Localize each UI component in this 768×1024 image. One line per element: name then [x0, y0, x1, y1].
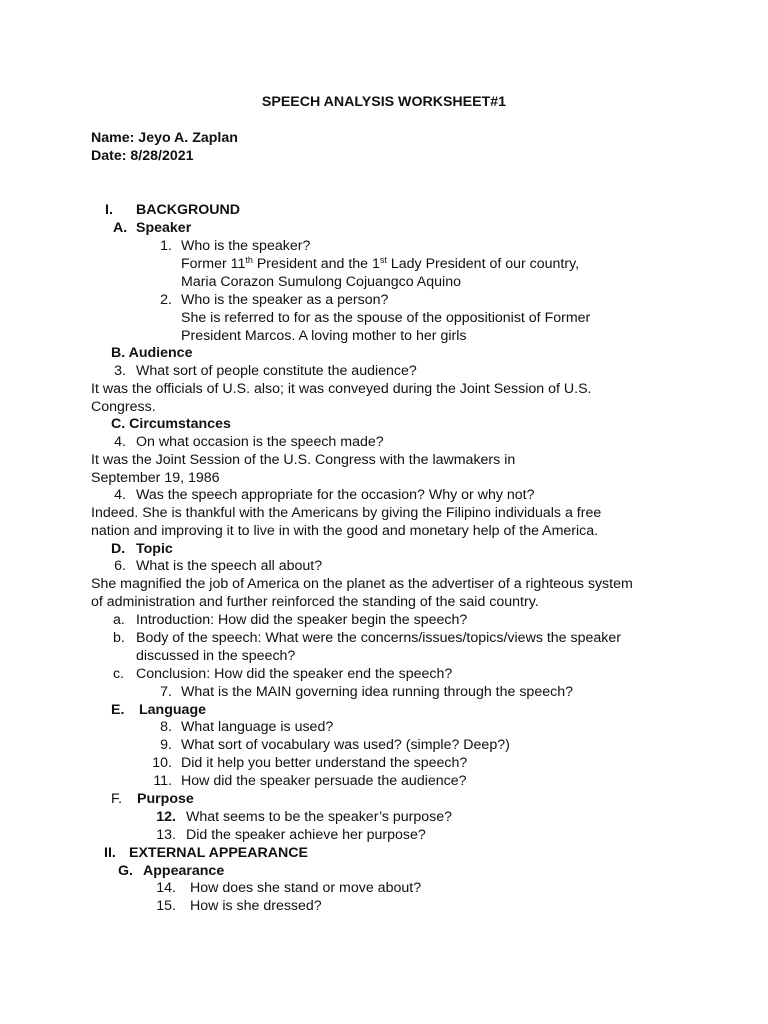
sub-item-c-letter: c.	[113, 666, 125, 682]
page-title: SPEECH ANALYSIS WORKSHEET#1	[261, 94, 507, 110]
subsection-e-label: Language	[139, 702, 207, 718]
question-4-text: On what occasion is the speech made?	[136, 434, 384, 450]
sub-item-b-text: Body of the speech: What were the concerns/issues/topics/views the speaker	[136, 630, 621, 646]
worksheet-date: Date: 8/28/2021	[91, 148, 194, 164]
question-15-text: How is she dressed?	[190, 898, 322, 914]
section-1-heading: BACKGROUND	[136, 202, 241, 218]
sub-item-b-text-2: discussed in the speech?	[136, 648, 296, 664]
question-10-text: Did it help you better understand the speech?	[181, 755, 468, 771]
answer-2-line-2: President Marcos. A loving mother to her girls	[181, 328, 467, 344]
question-8-text: What language is used?	[181, 719, 334, 735]
question-11-text: How did the speaker persuade the audience?	[181, 773, 467, 789]
answer-6-line-2: of administration and further reinforced the standing of the said country.	[91, 594, 539, 610]
question-14-text: How does she stand or move about?	[190, 880, 422, 896]
sub-item-a-letter: a.	[113, 612, 125, 628]
answer-3-line-1: It was the officials of U.S. also; it was conveyed during the Joint Session of U.S.	[91, 381, 592, 397]
answer-2-line-1: She is referred to for as the spouse of the oppositionist of Former	[181, 310, 591, 326]
subsection-a-label: Speaker	[136, 220, 192, 236]
subsection-a-letter: A.	[113, 220, 128, 236]
section-2-heading: EXTERNAL APPEARANCE	[129, 845, 308, 861]
subsection-c-label: C. Circumstances	[111, 416, 231, 432]
question-2-text: Who is the speaker as a person?	[181, 292, 389, 308]
question-11-number: 11.	[153, 773, 172, 789]
subsection-g-label: Appearance	[143, 863, 225, 879]
subsection-f-letter: F.	[111, 791, 123, 807]
question-1-number: 1.	[160, 238, 172, 254]
question-12-text: What seems to be the speaker’s purpose?	[186, 809, 453, 825]
question-9-number: 9.	[160, 737, 172, 753]
answer-4b-line-1: Indeed. She is thankful with the Americans by giving the Filipino individuals a free	[91, 505, 602, 521]
question-14-number: 14.	[156, 880, 176, 896]
section-1-number: I.	[105, 202, 113, 218]
answer-1-line-2: Maria Corazon Sumulong Cojuangco Aquino	[181, 274, 461, 290]
question-10-number: 10.	[152, 755, 172, 771]
sub-item-c-text: Conclusion: How did the speaker end the speech?	[136, 666, 453, 682]
question-13-text: Did the speaker achieve her purpose?	[186, 827, 426, 843]
question-6-text: What is the speech all about?	[136, 558, 323, 574]
question-12-number: 12.	[156, 809, 176, 825]
answer-3-line-2: Congress.	[91, 399, 156, 415]
subsection-d-label: Topic	[136, 541, 173, 557]
question-13-number: 13.	[156, 827, 176, 843]
student-name: Name: Jeyo A. Zaplan	[91, 130, 238, 146]
subsection-d-letter: D.	[111, 541, 126, 557]
answer-1-line-1: Former 11th President and the 1st Lady President of our country,	[181, 255, 580, 272]
question-15-number: 15.	[156, 898, 176, 914]
question-4-number: 4.	[114, 434, 126, 450]
subsection-f-label: Purpose	[137, 791, 194, 807]
answer-4-line-2: September 19, 1986	[91, 470, 220, 486]
answer-4b-line-2: nation and improving it to live in with the good and monetary help of the America.	[91, 523, 599, 539]
question-3-number: 3.	[114, 363, 126, 379]
subsection-e-letter: E.	[111, 702, 125, 718]
question-6-number: 6.	[114, 558, 126, 574]
section-2-number: II.	[104, 845, 116, 861]
question-1-text: Who is the speaker?	[181, 238, 311, 254]
question-4b-text: Was the speech appropriate for the occasion? Why or why not?	[136, 487, 535, 503]
question-7-number: 7.	[160, 684, 172, 700]
question-4b-number: 4.	[114, 487, 126, 503]
subsection-b-label: B. Audience	[111, 345, 193, 361]
sub-item-b-letter: b.	[113, 630, 125, 646]
question-9-text: What sort of vocabulary was used? (simple? Deep?)	[181, 737, 510, 753]
answer-4-line-1: It was the Joint Session of the U.S. Congress with the lawmakers in	[91, 452, 516, 468]
question-2-number: 2.	[160, 292, 172, 308]
answer-6-line-1: She magnified the job of America on the planet as the advertiser of a righteous system	[91, 576, 633, 592]
question-7-text: What is the MAIN governing idea running through the speech?	[181, 684, 573, 700]
subsection-g-letter: G.	[118, 863, 133, 879]
sub-item-a-text: Introduction: How did the speaker begin the speech?	[136, 612, 468, 628]
question-3-text: What sort of people constitute the audience?	[136, 363, 417, 379]
question-8-number: 8.	[160, 719, 172, 735]
